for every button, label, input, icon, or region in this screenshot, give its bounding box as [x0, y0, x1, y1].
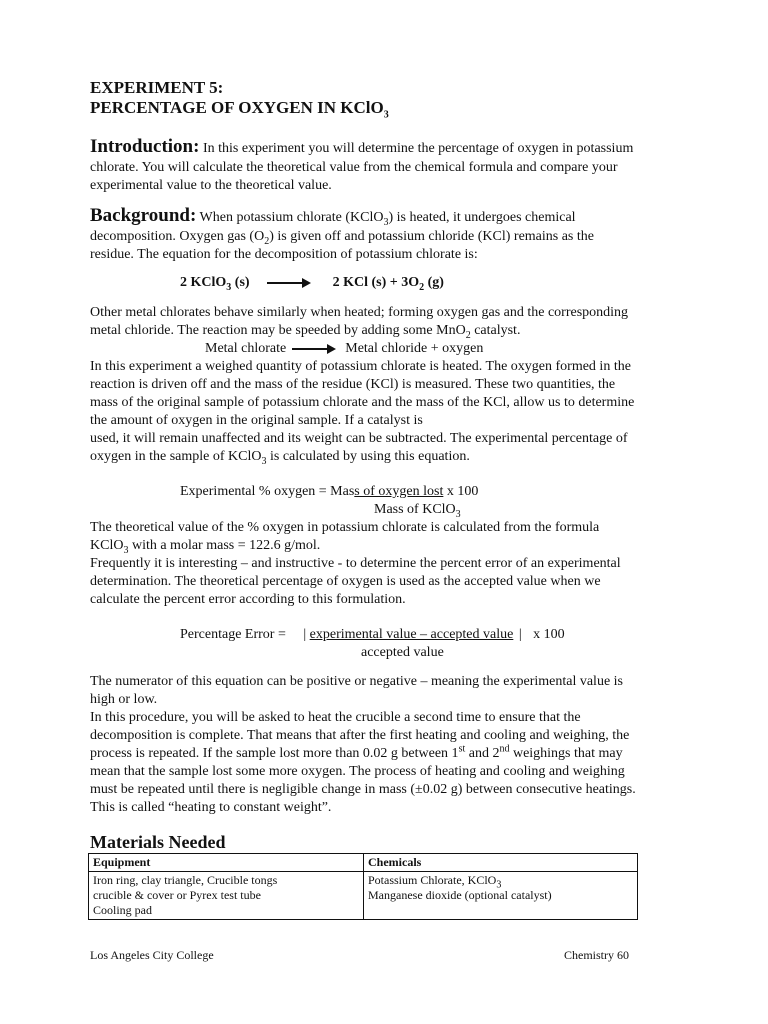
chemical-item: Manganese dioxide (optional catalyst)	[368, 888, 552, 902]
para4-line-1: The numerator of this equation can be positive or negative – meaning the experimental value is	[90, 674, 623, 689]
introduction-heading: Introduction:	[90, 136, 200, 157]
equipment-header: Equipment	[89, 854, 364, 872]
materials-heading: Materials Needed	[90, 832, 226, 852]
experiment-title: PERCENTAGE OF OXYGEN IN KClO$_3$	[90, 98, 389, 121]
background-line-1: Background: When potassium chlorate (KClO$_3$) is heated, it undergoes chemical	[90, 205, 576, 228]
equipment-item: Iron ring, clay triangle, Crucible tongs	[93, 873, 278, 887]
para4-line-5: process is repeated. If the sample lost more than 0.02 g between 1st and 2nd weighings that may	[90, 743, 623, 761]
para2-line-3: In this experiment a weighed quantity of potassium chlorate is heated. The oxygen formed in the	[90, 359, 631, 374]
footer-course: Chemistry 60	[564, 948, 629, 962]
background-line-2: decomposition. Oxygen gas $(O_2)$ is given off and potassium chloride (KCl) remains as the	[90, 229, 594, 247]
para2-line-4: reaction is driven off and the mass of the residue (KCl) is measured. These two quantities, the	[90, 377, 616, 392]
decomposition-equation: 2 KClO$_3$ (s) 2 KCl $(s) + 3O_2$ (g)	[180, 275, 444, 293]
percentage-error-formula: Percentage Error = | experimental value – accepted value | x 100	[180, 627, 565, 642]
para3-line-5: calculate the percent error according to this formulation.	[90, 592, 406, 607]
chemicals-header: Chemicals	[364, 854, 638, 872]
table-row	[89, 872, 638, 920]
para2-line-5: mass of the original sample of potassium chlorate and the mass of the KCl, allow us to determine	[90, 395, 635, 410]
footer-college: Los Angeles City College	[90, 948, 214, 962]
experiment-number: EXPERIMENT 5:	[90, 78, 224, 97]
table-header-row	[89, 854, 638, 872]
error-formula-denominator: accepted value	[361, 645, 444, 660]
para4-line-7: must be repeated until there is negligible change in mass (±0.02 g) between consecutive heatings.	[90, 782, 636, 797]
chemical-item: Potassium Chlorate, KClO$_3$	[368, 873, 502, 891]
general-equation: Metal chlorate Metal chloride + oxygen	[205, 341, 484, 356]
equipment-item: Cooling pad	[93, 903, 152, 917]
intro-line-2: chlorate. You will calculate the theoretical value from the chemical formula and compare your	[90, 160, 618, 175]
para3-line-3: Frequently it is interesting – and instructive - to determine the percent error of an experimental	[90, 556, 621, 571]
equipment-cell	[89, 872, 364, 920]
para4-line-8: This is called “heating to constant weight”.	[90, 800, 332, 815]
para2-line-2: metal chloride. The reaction may be speeded by adding some MnO$_2$ catalyst.	[90, 323, 521, 341]
para2-line-1: Other metal chlorates behave similarly when heated; forming oxygen gas and the corresponding	[90, 305, 629, 320]
para4-line-3: In this procedure, you will be asked to heat the crucible a second time to ensure that the	[90, 710, 581, 725]
para2-line-8: oxygen in the sample of KClO$_3$ is calculated by using this equation.	[90, 449, 470, 467]
reaction-arrow-icon	[267, 278, 311, 288]
para4-line-2: high or low.	[90, 692, 158, 707]
para4-line-6: mean that the sample lost some more oxygen. The process of heating and cooling and weighing	[90, 764, 625, 779]
para3-line-2: KClO$_3$ with a molar mass = 122.6 g/mol.	[90, 538, 321, 556]
formula-denominator: Mass of KClO$_3$	[374, 502, 461, 520]
experimental-oxygen-formula: Experimental % oxygen = Mass of oxygen lost x 100	[180, 484, 479, 499]
intro-line-3: experimental value to the theoretical value.	[90, 178, 332, 193]
background-heading: Background:	[90, 205, 197, 226]
chemicals-cell	[364, 872, 638, 920]
para3-line-4: determination. The theoretical percentage of oxygen is used as the accepted value when we	[90, 574, 601, 589]
para2-line-7: used, it will remain unaffected and its weight can be subtracted. The experimental percentage of	[90, 431, 628, 446]
para2-line-6: the amount of oxygen in the original sample. If a catalyst is	[90, 413, 423, 428]
para3-line-1: The theoretical value of the % oxygen in potassium chlorate is calculated from the formula	[90, 520, 600, 535]
materials-table	[88, 853, 638, 920]
reaction-arrow-icon	[292, 344, 336, 354]
equipment-item: crucible & cover or Pyrex test tube	[93, 888, 261, 902]
background-line-3: residue. The equation for the decomposition of potassium chlorate is:	[90, 247, 478, 262]
intro-line-1: Introduction: In this experiment you will determine the percentage of oxygen in potassium	[90, 136, 634, 157]
para4-line-4: decomposition is complete. That means that after the first heating and cooling and weighing, the	[90, 728, 630, 743]
